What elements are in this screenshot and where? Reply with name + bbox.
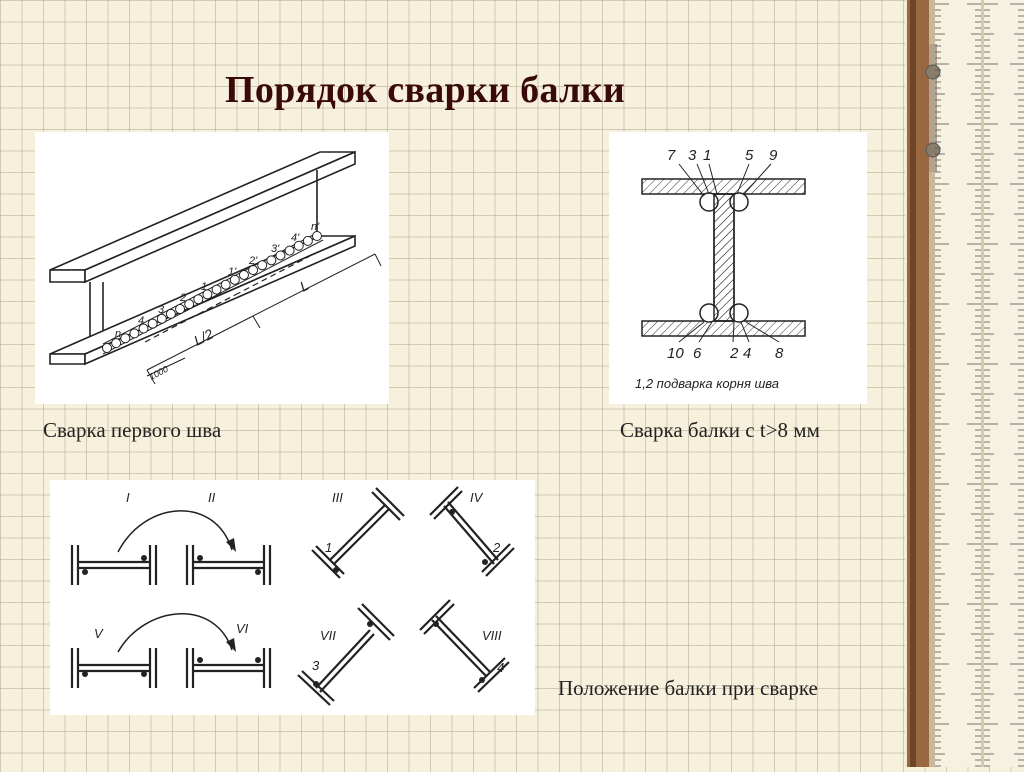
dim-half-length: L/2 bbox=[191, 325, 216, 349]
weld-num-4: 4 bbox=[497, 660, 505, 675]
weld-bead bbox=[121, 334, 130, 343]
weld-label-6: 6 bbox=[693, 345, 702, 362]
weld-label-4: 4 bbox=[743, 345, 752, 362]
position-label-II: II bbox=[208, 490, 216, 505]
beam-positions-figure bbox=[50, 480, 535, 715]
weld-label-8: 8 bbox=[775, 345, 784, 362]
weld-num-2: 2 bbox=[493, 540, 501, 555]
weld-label-5: 5 bbox=[745, 147, 754, 164]
weld-bead bbox=[303, 236, 312, 245]
weld-bead bbox=[130, 329, 139, 338]
weld-num-3: 3 bbox=[312, 658, 320, 673]
position-label-III: III bbox=[332, 490, 343, 505]
weld-bead bbox=[194, 295, 203, 304]
position-label-I: I bbox=[126, 490, 130, 505]
caption-first-seam: Сварка первого шва bbox=[43, 418, 222, 442]
weld-bead bbox=[176, 305, 185, 314]
weld-label-7: 7 bbox=[667, 147, 676, 164]
seam-label-4p: 4' bbox=[291, 232, 300, 244]
caption-thick-beam: Сварка балки с t>8 мм bbox=[620, 418, 820, 442]
root-weld-note: 1,2 подварка корня шва bbox=[635, 376, 780, 391]
weld-bead bbox=[239, 270, 248, 279]
weld-label-3: 3 bbox=[688, 147, 697, 164]
seam-label-4: 4 bbox=[138, 315, 145, 327]
weld-label-10: 10 bbox=[667, 345, 684, 362]
weld-bead bbox=[221, 280, 230, 289]
position-label-V: V bbox=[94, 626, 103, 641]
weld-label-2-bottom: 2 bbox=[730, 345, 739, 362]
position-label-VII: VII bbox=[320, 628, 336, 643]
weld-bead bbox=[267, 256, 276, 265]
seam-label-3: 3 bbox=[158, 304, 165, 316]
caption-beam-positions: Положение балки при сварке bbox=[558, 676, 818, 700]
weld-bead bbox=[166, 309, 175, 318]
weld-bead bbox=[103, 344, 112, 353]
seam-label-n: n bbox=[115, 328, 122, 340]
slide-title: Порядок сварки балки bbox=[225, 69, 626, 111]
seam-label-1p: 1' bbox=[228, 266, 237, 278]
weld-bead bbox=[285, 246, 294, 255]
seam-label-1: 1 bbox=[201, 281, 208, 293]
dim-1000: 1000 bbox=[147, 363, 170, 382]
first-seam-figure bbox=[35, 132, 389, 404]
weld-label-1-top: 1 bbox=[703, 147, 712, 164]
seam-label-np: n' bbox=[311, 221, 320, 233]
seam-label-2p: 2' bbox=[249, 255, 258, 267]
weld-label-9: 9 bbox=[769, 147, 778, 164]
weld-num-1: 1 bbox=[325, 540, 333, 555]
weld-bead bbox=[148, 319, 157, 328]
weld-bead bbox=[258, 261, 267, 270]
position-label-VIII: VIII bbox=[482, 628, 502, 643]
seam-label-2: 2 bbox=[180, 292, 187, 304]
dim-full-length: L bbox=[297, 276, 312, 295]
seam-label-3p: 3' bbox=[271, 243, 280, 255]
position-label-IV: IV bbox=[470, 490, 483, 505]
position-label-VI: VI bbox=[236, 621, 249, 636]
thick-beam-figure bbox=[609, 132, 867, 404]
ruler-decoration bbox=[905, 0, 1024, 767]
weld-bead bbox=[212, 285, 221, 294]
